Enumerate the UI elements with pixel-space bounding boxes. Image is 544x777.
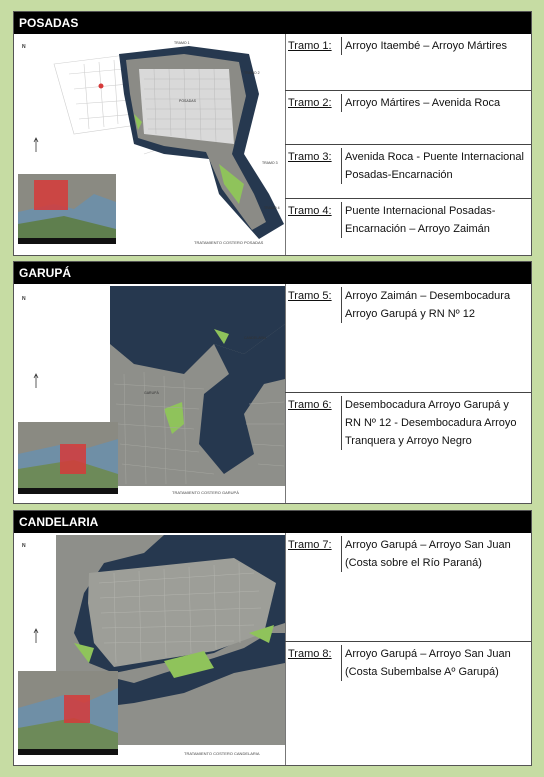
tramo-description: Arroyo Itaembé – Arroyo Mártires — [341, 37, 527, 55]
map-garupa — [14, 284, 286, 503]
tramo-list-garupa — [285, 284, 531, 503]
svg-text:N: N — [22, 543, 26, 549]
map-candelaria-image — [14, 533, 285, 765]
map-garupa-image — [14, 284, 285, 503]
tramo-row — [285, 90, 531, 144]
tramo-label: Tramo 7: — [288, 539, 332, 551]
tramo-description: Arroyo Mártires – Avenida Roca — [341, 94, 527, 112]
svg-text:TRAMO 2: TRAMO 2 — [244, 71, 260, 75]
tramo-description: Puente Internacional Posadas-Encarnación – Arroyo Zaimán — [341, 202, 527, 238]
svg-text:N: N — [22, 44, 26, 50]
location-marker-icon — [99, 84, 104, 89]
map-posadas — [14, 34, 286, 255]
tramo-row — [285, 284, 531, 392]
svg-text:CANDELARIA: CANDELARIA — [244, 336, 267, 340]
tramo-label: Tramo 2: — [288, 97, 332, 109]
svg-text:TRAMO 1: TRAMO 1 — [174, 41, 190, 45]
tramo-description: Desembocadura Arroyo Garupá y RN Nº 12 - Desembocadura Arroyo Tranquera y Arroyo Negro — [341, 396, 527, 450]
tramo-row — [285, 144, 531, 198]
tramo-list-candelaria — [285, 533, 531, 765]
tramo-row — [285, 641, 531, 765]
svg-text:TRATAMIENTO COSTERO POSADAS: TRATAMIENTO COSTERO POSADAS — [194, 240, 264, 245]
tramo-label: Tramo 1: — [288, 40, 332, 52]
tramo-description: Arroyo Zaimán – Desembocadura Arroyo Garupá y RN Nº 12 — [341, 287, 527, 323]
tramo-description: Avenida Roca - Puente Internacional Posadas-Encarnación — [341, 148, 527, 184]
svg-text:TRATAMIENTO COSTERO GARUPÁ: TRATAMIENTO COSTERO GARUPÁ — [172, 490, 239, 495]
tramo-label: Tramo 3: — [288, 151, 332, 163]
section-title: GARUPÁ — [14, 262, 531, 284]
section-title: CANDELARIA — [14, 511, 531, 533]
section-garupa — [13, 261, 532, 504]
tramo-label: Tramo 4: — [288, 205, 332, 217]
section-candelaria — [13, 510, 532, 766]
tramo-row — [285, 198, 531, 255]
svg-text:TRAMO 3: TRAMO 3 — [262, 161, 278, 165]
section-title: POSADAS — [14, 12, 531, 34]
tramo-list-posadas — [285, 34, 531, 255]
tramo-row — [285, 392, 531, 503]
svg-text:TRATAMIENTO COSTERO CANDELARIA: TRATAMIENTO COSTERO CANDELARIA — [184, 751, 260, 756]
tramo-row — [285, 34, 531, 90]
svg-text:GARUPÁ: GARUPÁ — [144, 391, 159, 395]
tramo-row — [285, 533, 531, 641]
svg-text:N: N — [22, 296, 26, 302]
svg-text:TRAMO 4: TRAMO 4 — [264, 206, 280, 210]
svg-text:POSADAS: POSADAS — [179, 99, 196, 103]
tramo-label: Tramo 6: — [288, 399, 332, 411]
section-posadas — [13, 11, 532, 256]
tramo-label: Tramo 8: — [288, 648, 332, 660]
tramo-description: Arroyo Garupá – Arroyo San Juan (Costa Subembalse Aº Garupá) — [341, 645, 527, 681]
tramo-description: Arroyo Garupá – Arroyo San Juan (Costa sobre el Río Paraná) — [341, 536, 527, 572]
map-posadas-image — [14, 34, 285, 255]
tramo-label: Tramo 5: — [288, 290, 332, 302]
map-candelaria — [14, 533, 286, 765]
